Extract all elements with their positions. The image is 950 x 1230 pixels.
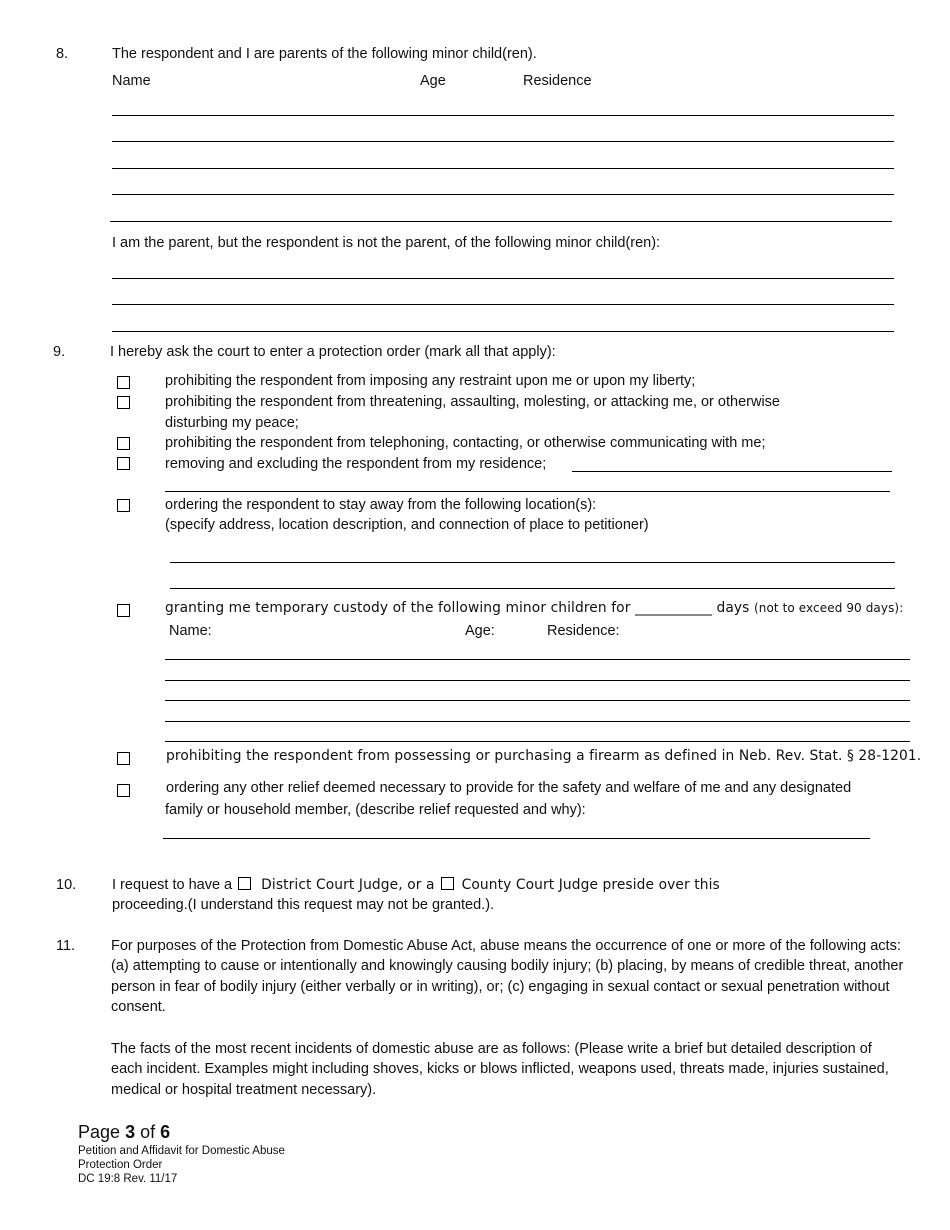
custody-text: granting me temporary custody of the following minor children for (165, 600, 631, 616)
children-col-age: Age (420, 73, 446, 89)
page-number (78, 1122, 170, 1143)
stay-away-location-line-1[interactable] (170, 562, 895, 563)
threatening-checkbox[interactable] (117, 396, 130, 409)
other-relief-checkbox[interactable] (117, 784, 130, 797)
page-word: Page (78, 1122, 121, 1142)
stay-away-label-2: (specify address, location description, and connection of place to petitioner) (165, 517, 649, 533)
incident-instructions-line-2: each incident. Examples might including shoves, kicks or blows inflicted, weapons used, threats made, injuries sustained, (111, 1061, 889, 1077)
residence-address-line-1[interactable] (572, 471, 892, 472)
abuse-definition-line-4: consent. (111, 999, 166, 1015)
custody-days-blank[interactable]: ___________ (635, 600, 712, 616)
residence-exclusion-label: removing and excluding the respondent from my residence; (165, 456, 547, 472)
stay-away-label-1: ordering the respondent to stay away from the following location(s): (165, 497, 597, 513)
temporary-custody-label (165, 600, 903, 616)
child-entry-line-2[interactable] (112, 141, 894, 142)
custody-child-line-5[interactable] (165, 741, 910, 742)
judge-request-line-2: proceeding.(I understand this request may not be granted.). (112, 897, 495, 913)
abuse-definition-line-2: (a) attempting to cause or intentionally and knowingly causing bodily injury; (b) placing, by means of credible threat, another (111, 958, 904, 974)
custody-days-word: days (716, 600, 750, 616)
form-code: DC 19:8 Rev. 11/17 (78, 1173, 178, 1185)
abuse-definition-line-3: person in fear of bodily injury (either verbally or in writing), or; (c) engaging in sexual contact or sexual penetration without (111, 979, 890, 995)
threatening-option-label-1: prohibiting the respondent from threatening, assaulting, molesting, or attacking me, or otherwise (165, 394, 780, 410)
county-judge-checkbox[interactable] (441, 877, 454, 890)
residence-exclusion-checkbox[interactable] (117, 457, 130, 470)
page-total: 6 (160, 1122, 171, 1142)
custody-col-age: Age: (465, 623, 495, 639)
other-child-line-3[interactable] (112, 331, 894, 332)
section-8-intro: The respondent and I are parents of the following minor child(ren). (112, 46, 537, 62)
firearm-checkbox[interactable] (117, 752, 130, 765)
residence-address-line-2[interactable] (165, 491, 890, 492)
child-entry-line-5[interactable] (110, 221, 892, 222)
section-10-number: 10. (56, 877, 77, 893)
custody-child-line-3[interactable] (165, 700, 910, 701)
contacting-checkbox[interactable] (117, 437, 130, 450)
page-current: 3 (125, 1122, 136, 1142)
section-8-second-intro: I am the parent, but the respondent is not the parent, of the following minor child(ren): (112, 235, 661, 251)
other-relief-label-2: family or household member, (describe relief requested and why): (165, 802, 586, 818)
incident-instructions-line-3: medical or hospital treatment necessary). (111, 1082, 377, 1098)
section-11-number: 11. (56, 938, 76, 954)
form-title-line-2: Protection Order (78, 1159, 163, 1171)
contacting-option-label: prohibiting the respondent from telephoning, contacting, or otherwise communicating with me; (165, 435, 766, 451)
stay-away-checkbox[interactable] (117, 499, 130, 512)
district-judge-checkbox[interactable] (238, 877, 251, 890)
other-relief-line[interactable] (163, 838, 870, 839)
form-title-line-1: Petition and Affidavit for Domestic Abuse (78, 1145, 285, 1157)
child-entry-line-4[interactable] (112, 194, 894, 195)
stay-away-location-line-2[interactable] (170, 588, 895, 589)
custody-col-residence: Residence: (547, 623, 620, 639)
judge-request-text: I request to have a (112, 877, 233, 893)
threatening-option-label-2: disturbing my peace; (165, 415, 299, 431)
other-child-line-1[interactable] (112, 278, 894, 279)
temporary-custody-checkbox[interactable] (117, 604, 130, 617)
judge-request-line-1 (112, 877, 720, 893)
child-entry-line-1[interactable] (112, 115, 894, 116)
children-col-residence: Residence (523, 73, 592, 89)
custody-child-line-1[interactable] (165, 659, 910, 660)
child-entry-line-3[interactable] (112, 168, 894, 169)
children-col-name: Name (112, 73, 151, 89)
other-relief-label-1: ordering any other relief deemed necessary to provide for the safety and welfare of me and any designated (166, 780, 852, 796)
abuse-definition-line-1: For purposes of the Protection from Domestic Abuse Act, abuse means the occurrence of one or more of the following acts: (111, 938, 901, 954)
other-child-line-2[interactable] (112, 304, 894, 305)
district-judge-label: District Court Judge, or a (261, 877, 435, 893)
section-9-intro: I hereby ask the court to enter a protection order (mark all that apply): (110, 344, 556, 360)
custody-child-line-4[interactable] (165, 721, 910, 722)
section-9-number: 9. (53, 344, 66, 360)
firearm-option-label: prohibiting the respondent from possessing or purchasing a firearm as defined in Neb. Rev. Stat. § 28-1201. (166, 748, 922, 764)
custody-col-name: Name: (169, 623, 212, 639)
custody-days-limit: (not to exceed 90 days): (753, 601, 904, 615)
restraint-option-label: prohibiting the respondent from imposing any restraint upon me or upon my liberty; (165, 373, 696, 389)
county-judge-label: County Court Judge preside over this (461, 877, 720, 893)
page-of: of (140, 1122, 156, 1142)
incident-instructions-line-1: The facts of the most recent incidents of domestic abuse are as follows: (Please write a brief but detailed description of (111, 1041, 872, 1057)
custody-child-line-2[interactable] (165, 680, 910, 681)
restraint-checkbox[interactable] (117, 376, 130, 389)
section-8-number: 8. (56, 46, 69, 62)
